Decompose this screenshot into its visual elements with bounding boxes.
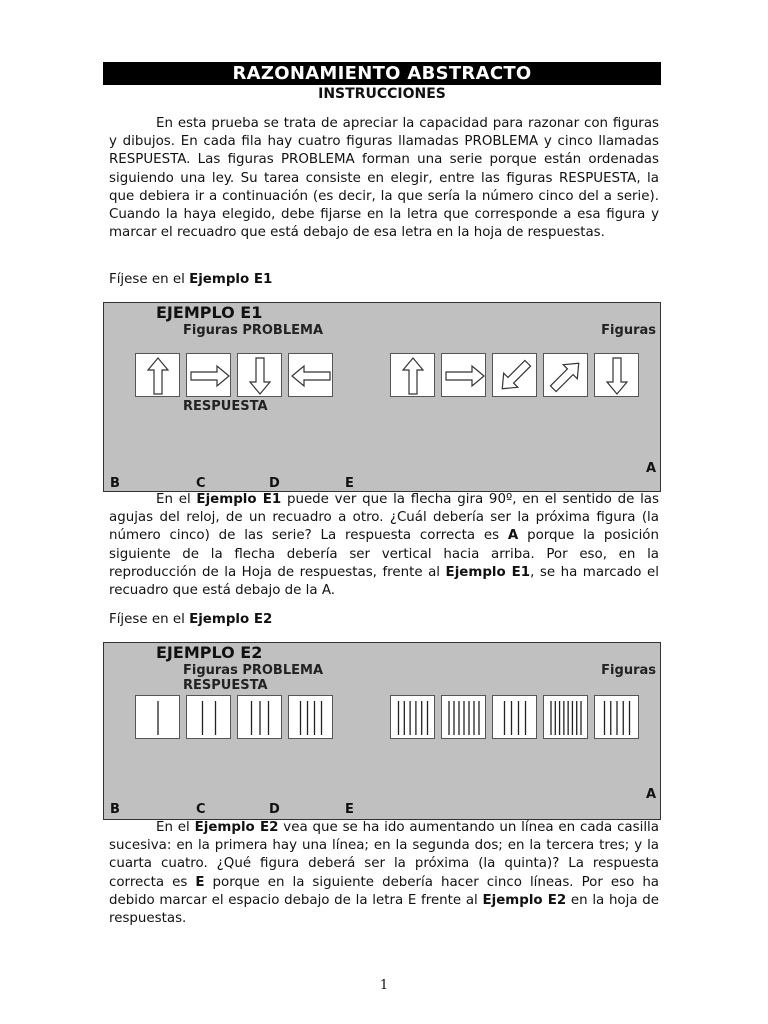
answer-figure-4 [543, 695, 588, 739]
ex1-text-4: , se ha marcado el recuadro que está debajo de la A. [109, 564, 659, 599]
example2-answer-figures [390, 695, 652, 741]
answer-figure-b [441, 353, 486, 397]
example1-answer-figures [390, 353, 652, 399]
arrow-down-left-icon [493, 354, 538, 398]
lead-bold: Ejemplo E1 [189, 272, 273, 287]
example2-figuras-label: Figuras [601, 663, 656, 678]
lead-bold: Ejemplo E2 [189, 612, 273, 627]
example2-letter-c: C [196, 802, 206, 817]
example2-title: EJEMPLO E2 [156, 643, 263, 662]
answer-figure-e [594, 353, 639, 397]
example2-lead [109, 612, 272, 627]
lead-text: Fíjese en el [109, 612, 190, 627]
arrow-down-icon [595, 354, 640, 398]
ex2-text-4: en la hoja de respuestas. [109, 892, 659, 927]
problem-figure-1 [135, 353, 180, 397]
ex1-text-2: puede ver que la flecha gira 90º, en el sentido de las agujas del reloj, de un recuadro a otro. ¿Cuál debería ser la próxima figura (la número cinco) de las serie? La respuesta correcta es [109, 492, 659, 544]
answer-figure-a [390, 353, 435, 397]
example1-box [103, 302, 661, 492]
ex2-bold-1: Ejemplo E2 [194, 820, 279, 835]
answer-figure-d [543, 353, 588, 397]
ex1-bold-2: A [507, 528, 519, 544]
example1-title: EJEMPLO E1 [156, 303, 263, 322]
ex2-text-1: En el [156, 820, 195, 835]
problem-figure-2 [186, 695, 231, 739]
intro-text: En esta prueba se trata de apreciar la capacidad para razonar con figuras y dibujos. En cada fila hay cuatro figuras llamadas PROBLEMA y cinco llamadas RESPUESTA. Las figuras PROBLEMA forman una serie porque están ordenadas siguiendo una ley. Su tarea consiste en elegir, entre las figuras RESPUESTA, la que debiera ir a continuación (es decir, la que sería la número cinco del a serie). Cuando la haya elegido, debe fijarse en la letra que corresponde a esa figura y marcar el recuadro que está debajo de esa letra en la hoja de respuestas. [109, 116, 659, 241]
vertical-lines-icon [595, 696, 640, 740]
example1-letter-b: B [110, 476, 120, 491]
vertical-lines-icon [391, 696, 436, 740]
arrow-down-icon [238, 354, 283, 398]
problem-figure-2 [186, 353, 231, 397]
example1-problem-label: Figuras PROBLEMA [183, 323, 324, 338]
problem-figure-3 [237, 695, 282, 739]
example1-letter-e: E [345, 476, 354, 491]
example2-problem-figures [135, 695, 375, 741]
vertical-lines-icon [442, 696, 487, 740]
page-number: 1 [379, 978, 389, 993]
problem-figure-4 [288, 353, 333, 397]
example1-problem-figures [135, 353, 375, 399]
vertical-lines-icon [187, 696, 232, 740]
example1-letter-a: A [645, 461, 656, 476]
example2-letter-b: B [110, 802, 120, 817]
problem-figure-1 [135, 695, 180, 739]
example1-letter-d: D [269, 476, 280, 491]
arrow-right-icon [442, 354, 487, 398]
answer-figure-1 [390, 695, 435, 739]
vertical-lines-icon [544, 696, 589, 740]
ex1-bold-3: Ejemplo E1 [445, 564, 531, 580]
answer-figure-5 [594, 695, 639, 739]
answer-figure-c [492, 353, 537, 397]
vertical-lines-icon [289, 696, 334, 740]
ex1-text-1: En el [156, 492, 197, 507]
intro-paragraph [109, 115, 659, 242]
ex2-text-3: porque en la siguiente debería hacer cinco líneas. Por eso ha debido marcar el espacio debajo de la letra E frente al [109, 874, 660, 908]
example2-problem-label: Figuras PROBLEMA [183, 663, 324, 678]
arrow-up-icon [391, 354, 436, 398]
vertical-lines-icon [238, 696, 283, 740]
page-title: RAZONAMIENTO ABSTRACTO [103, 62, 661, 85]
ex2-text-2: vea que se ha ido aumentando un línea en cada casilla sucesiva: en la primera hay una línea; en la segunda dos; en la tercera tres; y la cuarta cuatro. ¿Qué figura deberá ser la próxima (la quinta)? La respuesta correcta es [109, 820, 659, 890]
answer-figure-2 [441, 695, 486, 739]
example1-lead [109, 272, 272, 287]
section-subtitle: INSTRUCCIONES [318, 86, 446, 102]
problem-figure-4 [288, 695, 333, 739]
ex2-bold-2: E [195, 874, 205, 890]
answer-figure-3 [492, 695, 537, 739]
arrow-left-icon [289, 354, 334, 398]
lead-text: Fíjese en el [109, 272, 190, 287]
arrow-up-icon [136, 354, 181, 398]
example2-letter-a: A [645, 787, 656, 802]
example1-letter-c: C [196, 476, 206, 491]
example1-respuesta-label: RESPUESTA [183, 399, 268, 414]
arrow-right-icon [187, 354, 232, 398]
arrow-up-right-icon [544, 354, 589, 398]
ex1-text-3: porque la posición siguiente de la flecha debería ser vertical hacia arriba. Por eso, en la reproducción de la Hoja de respuestas, frente al [109, 528, 659, 580]
example2-box [103, 642, 661, 820]
example1-figuras-label: Figuras [601, 323, 656, 338]
ex2-bold-3: Ejemplo E2 [482, 892, 567, 908]
example2-explanation [109, 819, 659, 928]
problem-figure-3 [237, 353, 282, 397]
example2-respuesta-label: RESPUESTA [183, 678, 268, 693]
vertical-lines-icon [136, 696, 181, 740]
example2-letter-e: E [345, 802, 354, 817]
vertical-lines-icon [493, 696, 538, 740]
ex1-bold-1: Ejemplo E1 [196, 492, 282, 507]
example1-explanation [109, 491, 659, 600]
example2-letter-d: D [269, 802, 280, 817]
